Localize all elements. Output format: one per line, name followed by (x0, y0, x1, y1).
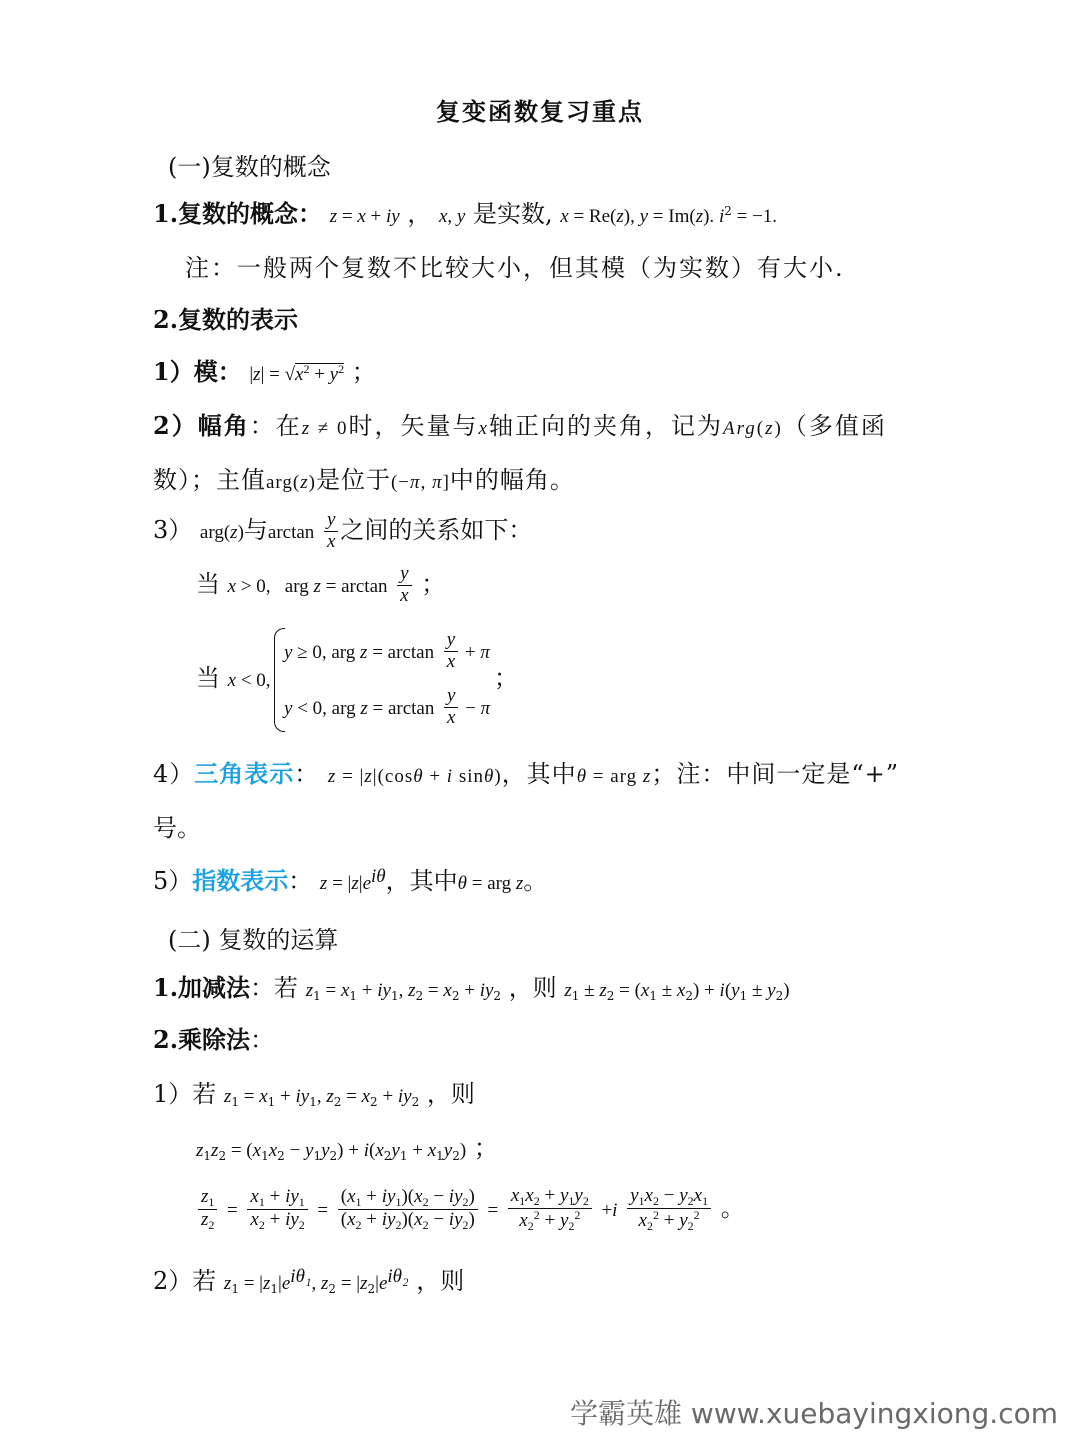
representation-heading: 2.复数的表示 (153, 305, 299, 334)
case-y-neg: y < 0, arg z = arctan $\frac{y}{x}$ − π (284, 685, 491, 728)
addition-line: 1.加减法：若 $z_1 = x_1 + iy_1$, $z_2 = x_2 + iy_2$ ，则 $z_1 \pm z_2 = (x_1 \pm x_2) + i(y_1 \pm y_2)$ (153, 973, 790, 1003)
mult-case-1: 1）若 $z_1 = x_1 + iy_1$, $z_2 = x_2 + iy_2$ ，则 (153, 1080, 475, 1109)
case-y-nonneg: y ≥ 0, arg z = arctan $\frac{y}{x}$ + π (284, 629, 490, 672)
complex-concept-line: 1.复数的概念： z = x + iy ， x, y 是实数, x = Re(z), y = Im(z). $i^2 = -1$. (153, 199, 778, 228)
case-negative-label: 当 x < 0, (196, 664, 271, 692)
quotient-formula: $\frac{z_1}{z_2}$ = $\frac{x_1 + iy_1}{x_2 + iy_2}$ = $\frac{(x_1 + iy_1)(x_2 - iy_2)}{(x_2 + iy_2)(x_2 - iy_2)}$ = $\frac{x_1x_2 + y_1y_2}{x_2^2 + y_2^2}$ +i $\frac{y_1x_2 - y_2x_1}{x_2^2 + y_2^2}$ 。 (196, 1186, 745, 1233)
exp-line: 5）指数表示： $z = |z|e^{i\theta}$，其中θ = arg z。 (153, 866, 548, 895)
section-heading-1: (一)复数的概念 (168, 153, 331, 181)
product-formula: $z_1z_2 = (x_1x_2 - y_1y_2) + i(x_2y_1 + x_1y_2)$ ； (196, 1134, 498, 1163)
page-title: 复变函数复习重点 (436, 97, 644, 126)
watermark-text: 学霸英雄 www.xuebayingxiong.com (570, 1397, 1058, 1430)
mult-case-2: 2）若 $z_1 = |z_1|e^{i\theta_1}$, $z_2 = |z_2|e^{i\theta_2}$ ，则 (153, 1266, 465, 1296)
multiplication-heading: 2.乘除法： (153, 1025, 275, 1054)
case-semicolon: ； (494, 664, 518, 692)
section-heading-2: (二) 复数的运算 (168, 926, 339, 954)
relation-line: 3） arg(z)与arctan $\frac{y}{x}$ 之间的关系如下： (153, 509, 533, 552)
case-positive: 当 x > 0, arg z = arctan $\frac{y}{x}$ ； (196, 563, 446, 606)
trig-line-cont: 号。 (153, 814, 201, 842)
modulus-line: 1）模： $|z| = √x^2 + y^2$ ； (153, 357, 376, 386)
note-line: 注：一般两个复数不比较大小，但其模（为实数）有大小. (185, 254, 845, 282)
argument-line-1: 2）幅角：在z ≠ 0时，矢量与x轴正向的夹角，记为Arg(z)（多值函 (153, 411, 887, 440)
trig-line: 4）三角表示： z = |z|(cosθ + i sinθ)，其中θ = arg z；注：中间一定是“+” (153, 759, 899, 788)
argument-line-2: 数）；主值arg(z)是位于(−π, π]中的幅角。 (153, 466, 575, 494)
